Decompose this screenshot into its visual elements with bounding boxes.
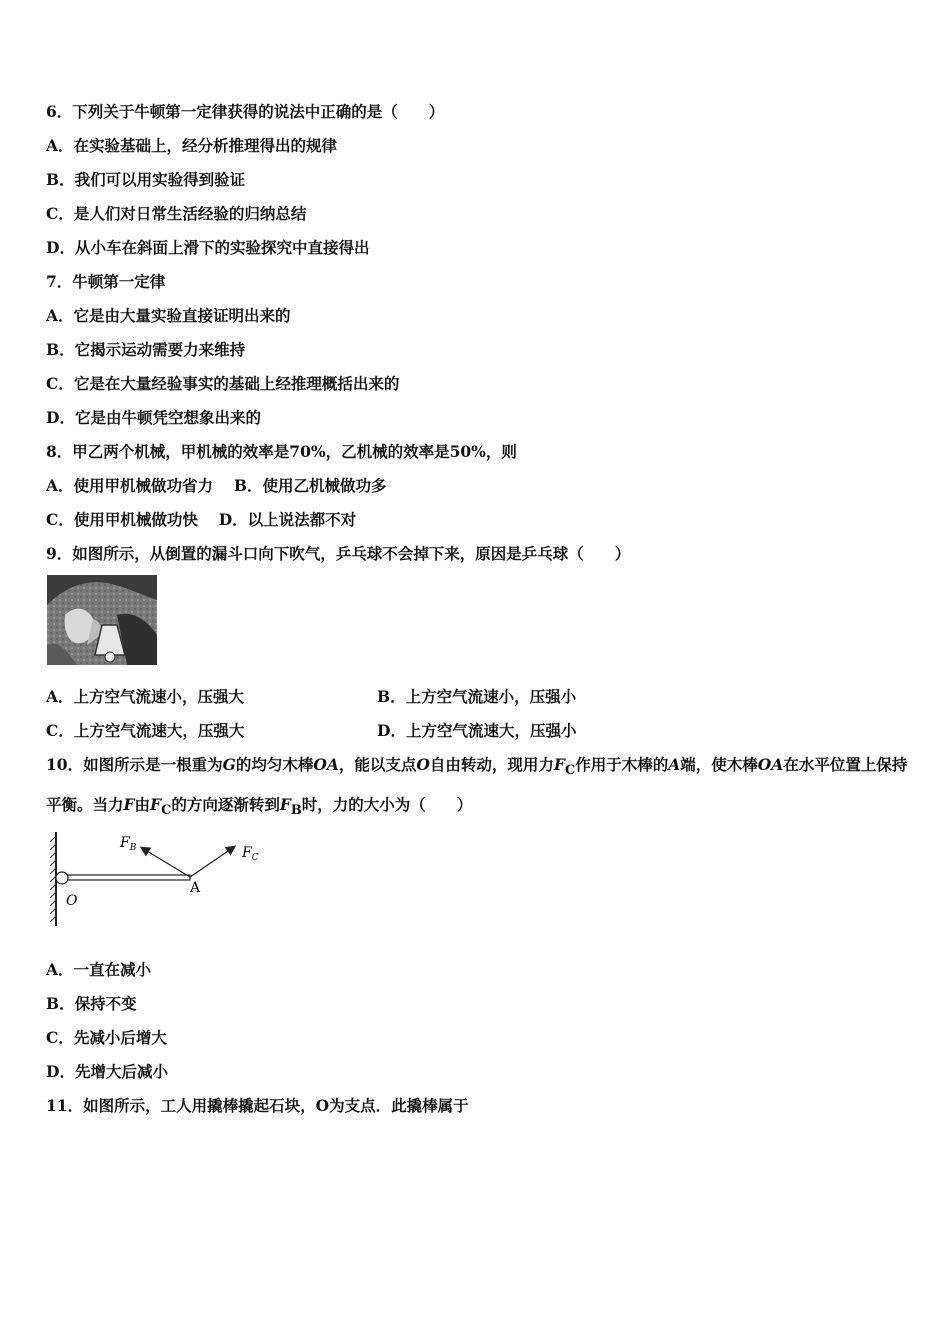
q6-stem: 6．下列关于牛顿第一定律获得的说法中正确的是（ ） — [46, 102, 445, 121]
q6-option-c: C．是人们对日常生活经验的归纳总结 — [46, 204, 307, 223]
fc-label: $F_C$ — [242, 845, 259, 863]
q8-options-ab: A．使用甲机械做功省力 B．使用乙机械做功多 — [46, 476, 387, 495]
q10-option-c: C．先减小后增大 — [46, 1028, 167, 1047]
q10-option-b: B．保持不变 — [46, 994, 137, 1013]
q6-option-d: D．从小车在斜面上滑下的实验探究中直接得出 — [46, 238, 370, 257]
q7-option-c: C．它是在大量经验事实的基础上经推理概括出来的 — [46, 374, 400, 393]
point-o-label: O — [66, 893, 78, 909]
lever-diagram — [46, 830, 286, 930]
q8-stem: 8．甲乙两个机械，甲机械的效率是70%，乙机械的效率是50%，则 — [46, 442, 517, 461]
point-a-label: A — [190, 880, 201, 896]
q10-stem: 10．如图所示是一根重为G的均匀木棒OA，能以支点O自由转动，现用力$F_C$作用于木棒的A端，使木棒OA在水平位置上保持平衡。当力F由$F_C$的方向逐渐转到$F_B$时，力的大小为（ ） — [46, 755, 908, 819]
q9-stem: 9．如图所示，从倒置的漏斗口向下吹气，乒乓球不会掉下来，原因是乒乓球（ ） — [46, 544, 631, 563]
q11-stem: 11．如图所示，工人用撬棒撬起石块，O为支点．此撬棒属于 — [46, 1096, 469, 1115]
q6-option-b: B．我们可以用实验得到验证 — [46, 170, 246, 189]
q9-option-a: A．上方空气流速小，压强大 — [46, 687, 245, 706]
q9-option-d: D．上方空气流速大，压强小 — [377, 721, 577, 740]
q10-option-d: D．先增大后减小 — [46, 1062, 168, 1081]
q10-option-a: A．一直在减小 — [46, 960, 152, 979]
funnel-photo — [47, 575, 157, 665]
q9-option-c: C．上方空气流速大，压强大 — [46, 721, 245, 740]
q7-option-a: A．它是由大量实验直接证明出来的 — [46, 306, 291, 325]
q6-option-a: A．在实验基础上，经分析推理得出的规律 — [46, 136, 338, 155]
q7-option-d: D．它是由牛顿凭空想象出来的 — [46, 408, 261, 427]
q9-option-b: B．上方空气流速小，压强小 — [377, 687, 577, 706]
fb-label: $F_B$ — [120, 835, 137, 853]
q7-stem: 7．牛顿第一定律 — [46, 272, 166, 291]
q7-option-b: B．它揭示运动需要力来维持 — [46, 340, 246, 359]
q8-options-cd: C．使用甲机械做功快 D．以上说法都不对 — [46, 510, 357, 529]
